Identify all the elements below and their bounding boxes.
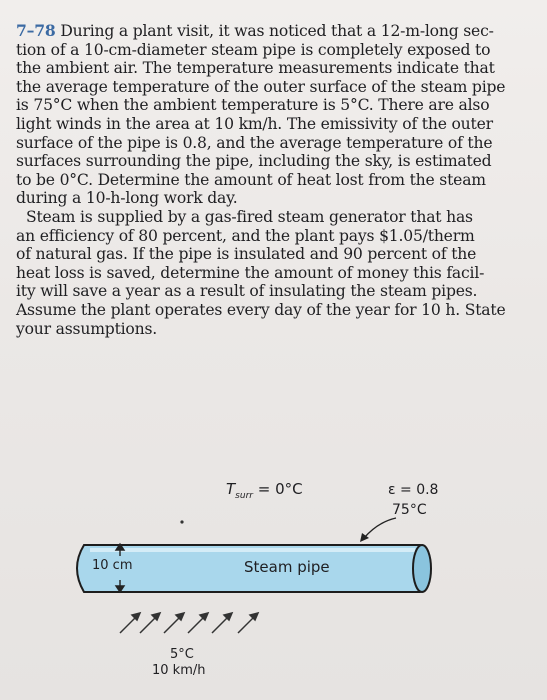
diameter-label: 10 cm xyxy=(92,558,133,573)
problem-statement xyxy=(16,22,521,338)
problem-line: your assumptions. xyxy=(16,319,158,338)
pipe-figure xyxy=(0,470,547,700)
problem-line: Assume the plant operates every day of the year for 10 h. State xyxy=(16,300,506,319)
problem-line: heat loss is saved, determine the amount of money this facil- xyxy=(16,263,485,282)
problem-line: an efficiency of 80 percent, and the plant pays $1.05/therm xyxy=(16,226,475,245)
problem-line: surfaces surrounding the pipe, including the sky, is estimated xyxy=(16,152,492,171)
problem-line: tion of a 10-cm-diameter steam pipe is completely exposed to xyxy=(16,40,491,59)
surface-temperature-label: 75°C xyxy=(392,502,427,518)
tsurr-subscript: surr xyxy=(235,491,253,501)
problem-line: light winds in the area at 10 km/h. The emissivity of the outer xyxy=(16,114,493,133)
problem-line: ity will save a year as a result of insulating the steam pipes. xyxy=(16,282,478,301)
dot-mark xyxy=(180,520,183,523)
tsurr-value: = 0°C xyxy=(252,480,303,498)
problem-text: During a plant visit, it was noticed that a 12-m-long sec- xyxy=(55,22,494,40)
ambient-temperature-label: 5°C xyxy=(170,647,194,662)
problem-number: 7–78 xyxy=(16,21,56,40)
problem-line: surface of the pipe is 0.8, and the average temperature of the xyxy=(16,133,493,152)
surface-leader-line xyxy=(364,518,396,538)
pipe-end-cap xyxy=(413,545,431,592)
problem-line: the ambient air. The temperature measurements indicate that xyxy=(16,59,495,78)
problem-line: during a 10-h-long work day. xyxy=(16,189,238,208)
tsurr-symbol: T xyxy=(226,480,236,498)
problem-line: Steam is supplied by a gas-fired steam generator that has xyxy=(26,207,473,226)
problem-line: to be 0°C. Determine the amount of heat lost from the steam xyxy=(16,170,486,189)
emissivity-label: ε = 0.8 xyxy=(388,482,439,498)
problem-line: is 75°C when the ambient temperature is 5°C. There are also xyxy=(16,96,490,115)
surroundings-temperature-label xyxy=(226,480,303,501)
pipe-figure-art xyxy=(0,470,547,700)
problem-line xyxy=(16,22,521,41)
wind-speed-label: 10 km/h xyxy=(152,663,206,678)
wind-arrows xyxy=(120,613,258,633)
steam-pipe-label: Steam pipe xyxy=(244,558,330,576)
problem-line: the average temperature of the outer surface of the steam pipe xyxy=(16,77,506,96)
problem-line: of natural gas. If the pipe is insulated and 90 percent of the xyxy=(16,245,477,264)
